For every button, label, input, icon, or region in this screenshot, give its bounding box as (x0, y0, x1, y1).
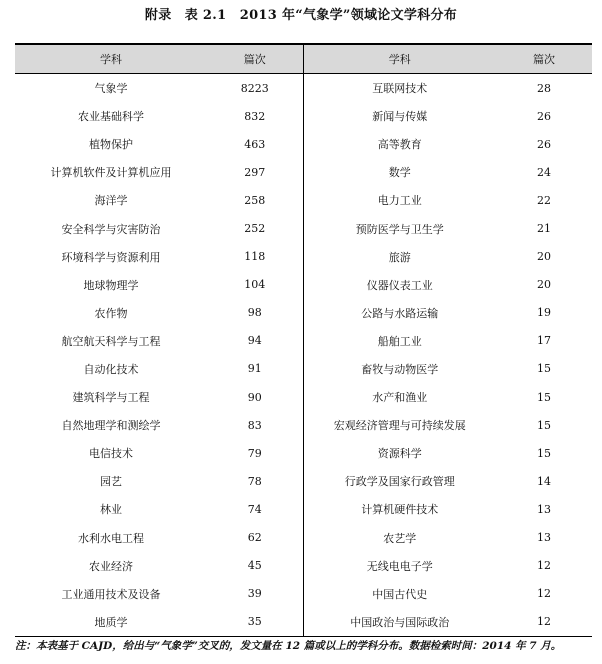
left-count-cell: 297 (244, 165, 266, 179)
right-subject-cell: 新闻与传媒 (303, 102, 496, 130)
left-count-cell: 98 (247, 306, 262, 320)
left-subject-cell: 海洋学 (94, 194, 128, 208)
left-count-cell: 94 (247, 334, 262, 348)
right-count-cell: 12 (537, 587, 551, 601)
right-count-cell: 12 (537, 559, 551, 573)
left-count-cell: 463 (244, 137, 266, 151)
table-header-row (15, 44, 592, 74)
right-subject-cell: 资源科学 (303, 439, 496, 467)
table-row (15, 355, 592, 383)
right-count-cell: 13 (537, 502, 551, 516)
right-count-cell: 20 (537, 278, 551, 292)
left-subject-cell: 环境科学与资源利用 (61, 250, 161, 264)
right-count-cell: 13 (537, 531, 551, 545)
right-count-cell: 26 (537, 109, 551, 123)
right-subject-cell: 高等教育 (303, 130, 496, 158)
table-row (15, 299, 592, 327)
right-subject-cell: 无线电电子学 (303, 552, 496, 580)
right-subject-cell: 公路与水路运输 (303, 299, 496, 327)
table-row (15, 243, 592, 271)
left-subject-cell: 农业经济 (89, 559, 133, 573)
left-count-cell: 45 (247, 559, 262, 573)
left-subject-cell: 农业基础科学 (78, 110, 144, 124)
table-row (15, 383, 592, 411)
right-subject-cell: 数学 (303, 158, 496, 186)
left-count-cell: 252 (244, 222, 266, 236)
right-count-cell: 26 (537, 137, 551, 151)
table-title: 附录 表 2.1 2013 年“气象学”领域论文学科分布 (144, 8, 458, 23)
right-subject-cell: 旅游 (303, 243, 496, 271)
left-subject-cell: 自然地理学和测绘学 (61, 419, 161, 433)
right-count-cell: 15 (537, 418, 551, 432)
table-row (15, 186, 592, 214)
table-row (15, 608, 592, 637)
table-row (15, 411, 592, 439)
left-count-cell: 74 (247, 502, 262, 516)
right-subject-cell: 预防医学与卫生学 (303, 214, 496, 242)
left-count-cell: 91 (247, 362, 262, 376)
right-count-cell: 17 (537, 334, 551, 348)
right-count-cell: 14 (537, 474, 551, 488)
right-count-cell: 19 (537, 306, 551, 320)
table-row (15, 467, 592, 495)
table-row (15, 158, 592, 186)
left-subject-cell: 地质学 (15, 608, 207, 637)
table-row (15, 439, 592, 467)
header-right-count: 篇次 (496, 44, 592, 74)
left-subject-cell: 航空航天科学与工程 (61, 334, 161, 348)
table-note: 注：本表基于 CAJD，给出与“气象学”交叉的，发文量在 12 篇或以上的学科分布。数据检索时间：2014 年 7 月。 (15, 640, 562, 652)
table-row (15, 580, 592, 608)
right-subject-cell: 水产和渔业 (303, 383, 496, 411)
right-count-cell: 20 (537, 250, 551, 264)
table-body (15, 74, 592, 637)
right-subject-cell: 农艺学 (303, 524, 496, 552)
table-row (15, 74, 592, 103)
left-subject-cell: 计算机软件及计算机应用 (50, 166, 172, 180)
right-count-cell: 22 (537, 193, 551, 207)
left-count-cell: 83 (247, 418, 262, 432)
right-count-cell: 28 (537, 81, 551, 95)
right-count-cell: 15 (537, 446, 551, 460)
right-subject-cell: 畜牧与动物医学 (303, 355, 496, 383)
left-subject-cell: 建筑科学与工程 (72, 391, 150, 405)
subject-distribution-table (15, 43, 592, 637)
left-subject-cell: 安全科学与灾害防治 (61, 222, 161, 236)
left-count-cell: 832 (244, 109, 266, 123)
left-count-cell: 79 (247, 446, 262, 460)
left-count-cell: 90 (247, 390, 262, 404)
left-count-cell: 39 (247, 587, 262, 601)
table-row (15, 214, 592, 242)
left-subject-cell: 植物保护 (89, 138, 133, 152)
table-row (15, 495, 592, 523)
right-subject-cell: 仪器仪表工业 (303, 271, 496, 299)
right-count-cell: 24 (537, 165, 551, 179)
left-count-cell: 62 (247, 531, 262, 545)
left-count-cell: 118 (244, 250, 266, 264)
table-row (15, 552, 592, 580)
right-subject-cell: 船舶工业 (303, 327, 496, 355)
left-subject-cell: 电信技术 (89, 447, 133, 461)
right-count-cell: 12 (496, 608, 592, 637)
right-subject-cell: 宏观经济管理与可持续发展 (303, 411, 496, 439)
table-row (15, 271, 592, 299)
right-subject-cell: 互联网技术 (303, 74, 496, 103)
right-subject-cell: 中国古代史 (303, 580, 496, 608)
left-subject-cell: 林业 (100, 503, 122, 517)
left-subject-cell: 自动化技术 (83, 362, 139, 376)
left-count-cell: 78 (247, 474, 262, 488)
left-subject-cell: 园艺 (100, 475, 122, 489)
left-subject-cell: 水利水电工程 (78, 531, 144, 545)
right-subject-cell: 中国政治与国际政治 (303, 608, 496, 637)
right-subject-cell: 计算机硬件技术 (303, 495, 496, 523)
header-left-count: 篇次 (207, 44, 303, 74)
left-subject-cell: 地球物理学 (83, 278, 139, 292)
right-count-cell: 15 (537, 390, 551, 404)
left-count-cell: 35 (207, 608, 303, 637)
left-count-cell: 8223 (240, 81, 269, 95)
header-right-subject: 学科 (303, 44, 496, 74)
right-subject-cell: 行政学及国家行政管理 (303, 467, 496, 495)
left-count-cell: 258 (244, 193, 266, 207)
table-row (15, 102, 592, 130)
header-left-subject: 学科 (15, 44, 207, 74)
left-subject-cell: 农作物 (94, 306, 128, 320)
left-subject-cell: 气象学 (94, 82, 128, 96)
table-row (15, 327, 592, 355)
table-row (15, 130, 592, 158)
right-count-cell: 15 (537, 362, 551, 376)
left-count-cell: 104 (244, 278, 266, 292)
left-subject-cell: 工业通用技术及设备 (61, 587, 161, 601)
table-row (15, 524, 592, 552)
right-count-cell: 21 (537, 222, 551, 236)
right-subject-cell: 电力工业 (303, 186, 496, 214)
